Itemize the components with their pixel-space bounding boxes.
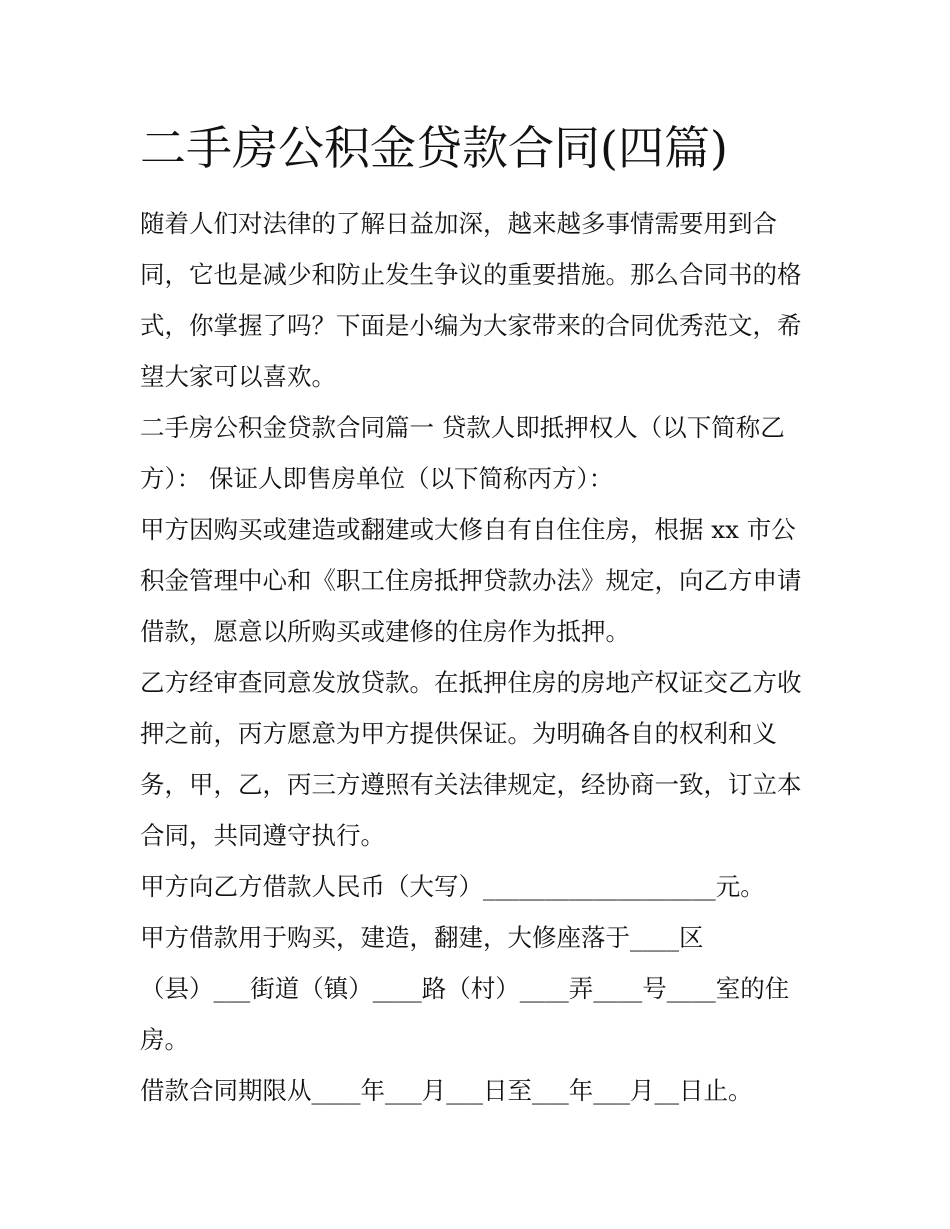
body-line: 甲方因购买或建造或翻建或大修自有自住住房，根据 xx 市公 — [140, 515, 796, 544]
body-line: 式，你掌握了吗？下面是小编为大家带来的合同优秀范文，希 — [140, 311, 802, 340]
body-line: 随着人们对法律的了解日益加深，越来越多事情需要用到合 — [140, 209, 777, 238]
document-title: 二手房公积金贷款合同(四篇) — [140, 121, 728, 175]
body-line: 甲方借款用于购买，建造，翻建，大修座落于____区 — [140, 923, 704, 952]
body-line: 同，它也是减少和防止发生争议的重要措施。那么合同书的格 — [140, 260, 802, 289]
body-line: 押之前，丙方愿意为甲方提供保证。为明确各自的权利和义 — [140, 719, 777, 748]
body-line: 务，甲，乙，丙三方遵照有关法律规定，经协商一致，订立本 — [140, 770, 802, 799]
body-line: 合同，共同遵守执行。 — [140, 821, 385, 850]
body-line: 乙方经审查同意发放贷款。在抵押住房的房地产权证交乙方收 — [140, 668, 802, 697]
body-line: 望大家可以喜欢。 — [140, 362, 336, 391]
body-line: 积金管理中心和《职工住房抵押贷款办法》规定，向乙方申请 — [140, 566, 802, 595]
body-line: 二手房公积金贷款合同篇一 贷款人即抵押权人（以下简称乙 — [140, 413, 785, 442]
body-line: 借款合同期限从____年___月___日至___年___月__日止。 — [140, 1076, 753, 1105]
body-line: （县）___街道（镇）____路（村）____弄____号____室的住 — [140, 974, 790, 1003]
body-line: 甲方向乙方借款人民币（大写）___________________元。 — [140, 872, 765, 901]
body-line: 方）： 保证人即售房单位（以下简称丙方）： — [140, 464, 614, 493]
body-line: 房。 — [140, 1025, 189, 1054]
body-line: 借款，愿意以所购买或建修的住房作为抵押。 — [140, 617, 630, 646]
document-body — [140, 198, 820, 1116]
